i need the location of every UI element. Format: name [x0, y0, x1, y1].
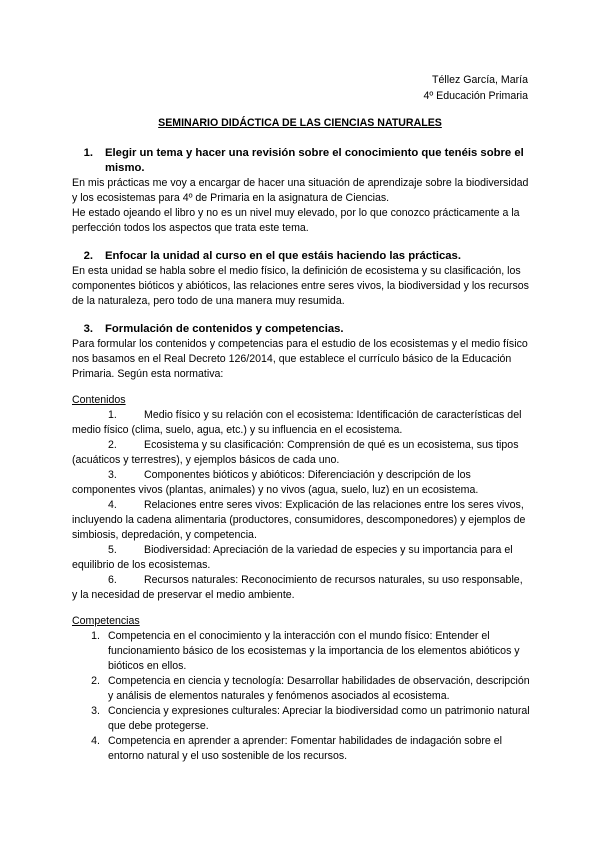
- contenidos-item-number: 2.: [108, 439, 117, 451]
- contenidos-item-text: Biodiversidad: Apreciación de la variedad de especies y su importancia para el equilibrio de los ecosistemas.: [72, 544, 513, 571]
- competencias-item-text: Conciencia y expresiones culturales: Apreciar la biodiversidad como un patrimonio natural que debe protegerse.: [108, 705, 530, 732]
- competencias-block: [72, 614, 530, 764]
- section-3: [72, 322, 530, 382]
- contenidos-item: [72, 438, 530, 468]
- competencias-item: [72, 734, 530, 764]
- competencias-item-number: 3.: [91, 705, 100, 717]
- section-3-heading-text: Formulación de contenidos y competencias.: [105, 323, 344, 335]
- section-3-paragraph: Para formular los contenidos y competencias para el estudio de los ecosistemas y el medio físico nos basamos en el Real Decreto 126/2014, que establece el currículo básico de la Educación Primaria. Según esta normativa:: [72, 338, 528, 380]
- section-2-heading: [72, 249, 530, 264]
- contenidos-item-number: 5.: [108, 544, 117, 556]
- section-2: [72, 249, 530, 309]
- section-1-heading: [72, 146, 530, 176]
- contenidos-item: [72, 498, 530, 543]
- section-3-number: 3.: [83, 323, 93, 335]
- contenidos-item-number: 3.: [108, 469, 117, 481]
- section-2-paragraph: En esta unidad se habla sobre el medio físico, la definición de ecosistema y su clasificación, los componentes bióticos y abióticos, las relaciones entre seres vivos, la biodiversidad y los recursos de la naturaleza, pero todo de una manera muy resumida.: [72, 265, 529, 307]
- contenidos-item: [72, 468, 530, 498]
- section-3-heading: [72, 322, 530, 337]
- contenidos-item-text: Recursos naturales: Reconocimiento de recursos naturales, su uso responsable, y la necesidad de preservar el medio ambiente.: [72, 574, 523, 601]
- contenidos-item-text: Relaciones entre seres vivos: Explicación de las relaciones entre los seres vivos, incluyendo la cadena alimentaria (productores, consumidores, descomponedores) y ejemplos de simbiosis, depredación, y competencia.: [72, 499, 526, 541]
- contenidos-item-number: 4.: [108, 499, 117, 511]
- contenidos-item-text: Componentes bióticos y abióticos: Diferenciación y descripción de los componentes vivos (plantas, animales) y no vivos (agua, suelo, luz) en un ecosistema.: [72, 469, 479, 496]
- contenidos-block: [72, 393, 530, 603]
- competencias-item: [72, 674, 530, 704]
- author-name: Téllez García, María: [432, 74, 528, 86]
- section-2-number: 2.: [83, 250, 93, 262]
- competencias-item-text: Competencia en ciencia y tecnología: Desarrollar habilidades de observación, descripción y análisis de elementos naturales y fenómenos asociados al ecosistema.: [108, 675, 530, 702]
- section-2-heading-text: Enfocar la unidad al curso en el que estáis haciendo las prácticas.: [105, 250, 461, 262]
- contenidos-item: [72, 573, 530, 603]
- section-1-number: 1.: [83, 147, 93, 159]
- competencias-item: [72, 629, 530, 674]
- competencias-item-text: Competencia en aprender a aprender: Fomentar habilidades de indagación sobre el entorno natural y el uso sostenible de los recursos.: [108, 735, 502, 762]
- competencias-item-number: 2.: [91, 675, 100, 687]
- section-1-heading-text: Elegir un tema y hacer una revisión sobre el conocimiento que tenéis sobre el mismo.: [105, 147, 524, 174]
- competencias-label: Competencias: [72, 615, 140, 627]
- competencias-item-number: 1.: [91, 630, 100, 642]
- section-1-paragraph-2: He estado ojeando el libro y no es un nivel muy elevado, por lo que conozco prácticamente a la perfección todos los aspectos que trata este tema.: [72, 207, 520, 234]
- contenidos-item-number: 1.: [108, 409, 117, 421]
- contenidos-item: [72, 408, 530, 438]
- competencias-item-text: Competencia en el conocimiento y la interacción con el mundo físico: Entender el funcionamiento básico de los ecosistemas y la importancia de los elementos abióticos y bióticos en ellos.: [108, 630, 520, 672]
- document-title: SEMINARIO DIDÁCTICA DE LAS CIENCIAS NATURALES: [158, 117, 442, 129]
- section-1-paragraph-1: En mis prácticas me voy a encargar de hacer una situación de aprendizaje sobre la biodiversidad y los ecosistemas para 4º de Primaria en la asignatura de Ciencias.: [72, 177, 529, 204]
- contenidos-label: Contenidos: [72, 394, 126, 406]
- competencias-item: [72, 704, 530, 734]
- author-block: [423, 72, 528, 104]
- competencias-item-number: 4.: [91, 735, 100, 747]
- contenidos-item-text: Medio físico y su relación con el ecosistema: Identificación de características del medio físico (clima, suelo, agua, etc.) y su influencia en el ecosistema.: [72, 409, 522, 436]
- contenidos-item: [72, 543, 530, 573]
- section-1: [72, 146, 530, 236]
- contenidos-item-text: Ecosistema y su clasificación: Comprensión de qué es un ecosistema, sus tipos (acuáticos y terrestres), y ejemplos básicos de cada uno.: [72, 439, 519, 466]
- author-course: 4º Educación Primaria: [423, 90, 528, 102]
- contenidos-item-number: 6.: [108, 574, 117, 586]
